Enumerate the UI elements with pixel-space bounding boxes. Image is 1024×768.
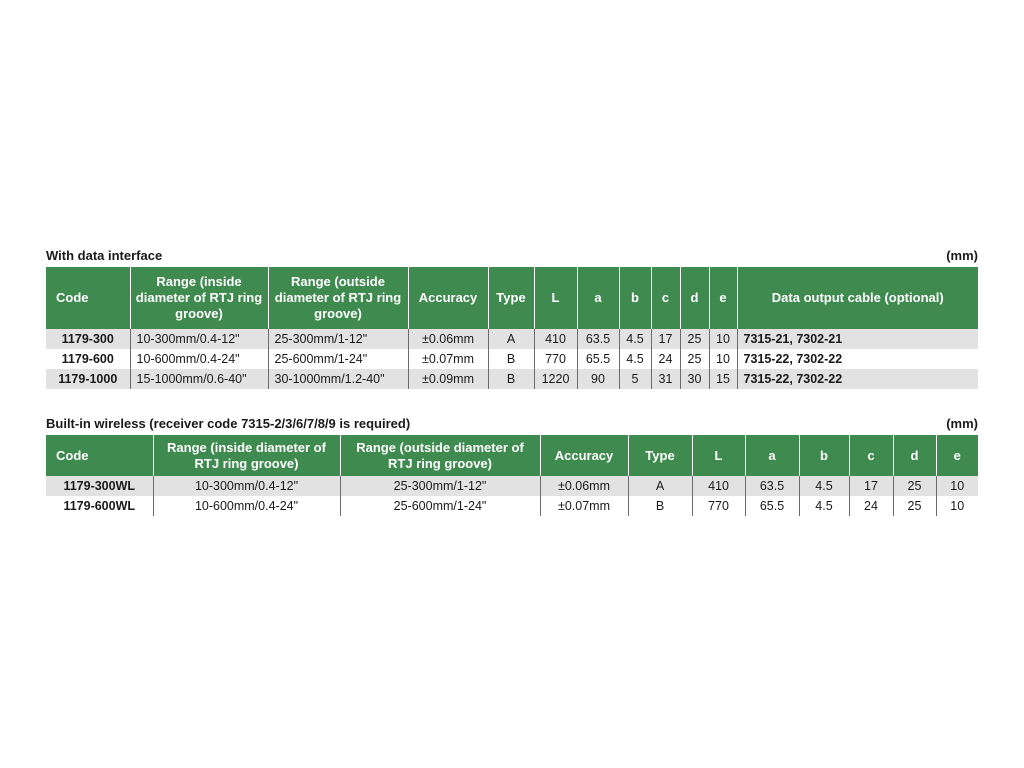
- header-cell: L: [692, 435, 745, 476]
- table-cell: 90: [577, 369, 619, 389]
- header-cell: e: [709, 267, 737, 329]
- table-cell: 17: [849, 476, 893, 496]
- table-cell: 4.5: [799, 476, 849, 496]
- header-cell: d: [680, 267, 709, 329]
- table-cell: 770: [692, 496, 745, 516]
- header-cell: d: [893, 435, 936, 476]
- table-cell: 7315-21, 7302-21: [737, 329, 978, 349]
- table-cell: 15-1000mm/0.6-40": [130, 369, 268, 389]
- header-cell: c: [849, 435, 893, 476]
- table-cell: 7315-22, 7302-22: [737, 369, 978, 389]
- header-cell: Code: [46, 435, 153, 476]
- table-cell: 65.5: [577, 349, 619, 369]
- table-cell: ±0.07mm: [408, 349, 488, 369]
- table-cell: 25-600mm/1-24": [268, 349, 408, 369]
- table-cell: B: [488, 349, 534, 369]
- code-cell: 1179-600: [46, 349, 130, 369]
- table-cell: 410: [534, 329, 577, 349]
- header-cell: b: [619, 267, 651, 329]
- table-cell: 4.5: [619, 329, 651, 349]
- header-cell: e: [936, 435, 978, 476]
- table-cell: 410: [692, 476, 745, 496]
- table-cell: 25-300mm/1-12": [340, 476, 540, 496]
- header-cell: L: [534, 267, 577, 329]
- header-cell: c: [651, 267, 680, 329]
- table-cell: A: [628, 476, 692, 496]
- data-interface-section: [46, 248, 978, 389]
- table-cell: 5: [619, 369, 651, 389]
- code-cell: 1179-300: [46, 329, 130, 349]
- section-title: Built-in wireless (receiver code 7315-2/3/6/7/8/9 is required): [46, 416, 411, 431]
- table-cell: 1220: [534, 369, 577, 389]
- table-cell: 10: [936, 496, 978, 516]
- table-cell: 25-300mm/1-12": [268, 329, 408, 349]
- unit-label: (mm): [946, 416, 978, 431]
- table-cell: 25-600mm/1-24": [340, 496, 540, 516]
- header-cell: Type: [628, 435, 692, 476]
- data-interface-table: [46, 267, 978, 389]
- table-cell: 63.5: [745, 476, 799, 496]
- header-cell: Range (outside diameter of RTJ ring groove): [268, 267, 408, 329]
- table-cell: 10-300mm/0.4-12": [153, 476, 340, 496]
- table-cell: 25: [893, 476, 936, 496]
- table-row: [46, 369, 978, 389]
- header-cell: Range (inside diameter of RTJ ring groove): [130, 267, 268, 329]
- table-cell: 10-300mm/0.4-12": [130, 329, 268, 349]
- table-cell: 4.5: [799, 496, 849, 516]
- table-cell: 63.5: [577, 329, 619, 349]
- header-cell: a: [745, 435, 799, 476]
- table-row: [46, 496, 978, 516]
- header-cell: a: [577, 267, 619, 329]
- header-cell: Range (inside diameter of RTJ ring groove): [153, 435, 340, 476]
- table-cell: ±0.07mm: [540, 496, 628, 516]
- table-cell: B: [628, 496, 692, 516]
- table-cell: 17: [651, 329, 680, 349]
- wireless-section: [46, 416, 978, 516]
- header-cell: Accuracy: [540, 435, 628, 476]
- table-cell: 4.5: [619, 349, 651, 369]
- table-cell: ±0.06mm: [408, 329, 488, 349]
- code-cell: 1179-600WL: [46, 496, 153, 516]
- table-cell: 15: [709, 369, 737, 389]
- table-cell: 7315-22, 7302-22: [737, 349, 978, 369]
- table-cell: ±0.09mm: [408, 369, 488, 389]
- header-cell: Data output cable (optional): [737, 267, 978, 329]
- table-cell: 25: [680, 329, 709, 349]
- header-cell: Range (outside diameter of RTJ ring groove): [340, 435, 540, 476]
- table-cell: 10-600mm/0.4-24": [153, 496, 340, 516]
- table-cell: 30: [680, 369, 709, 389]
- header-cell: Accuracy: [408, 267, 488, 329]
- header-row: [46, 267, 978, 329]
- table-row: [46, 349, 978, 369]
- header-cell: Code: [46, 267, 130, 329]
- code-cell: 1179-1000: [46, 369, 130, 389]
- table-cell: 10: [709, 329, 737, 349]
- table-cell: 24: [849, 496, 893, 516]
- table-cell: A: [488, 329, 534, 349]
- table-cell: 24: [651, 349, 680, 369]
- table-cell: 10-600mm/0.4-24": [130, 349, 268, 369]
- section-title: With data interface: [46, 248, 163, 263]
- table-cell: 30-1000mm/1.2-40": [268, 369, 408, 389]
- table-cell: 25: [680, 349, 709, 369]
- header-cell: Type: [488, 267, 534, 329]
- header-cell: b: [799, 435, 849, 476]
- table-row: [46, 476, 978, 496]
- section-header: [46, 416, 978, 432]
- table-cell: 25: [893, 496, 936, 516]
- table-cell: 770: [534, 349, 577, 369]
- wireless-table: [46, 435, 978, 516]
- table-cell: 31: [651, 369, 680, 389]
- header-row: [46, 435, 978, 476]
- table-cell: 10: [936, 476, 978, 496]
- table-cell: 65.5: [745, 496, 799, 516]
- table-cell: B: [488, 369, 534, 389]
- unit-label: (mm): [946, 248, 978, 263]
- table-cell: 10: [709, 349, 737, 369]
- table-row: [46, 329, 978, 349]
- table-cell: ±0.06mm: [540, 476, 628, 496]
- section-header: [46, 248, 978, 264]
- code-cell: 1179-300WL: [46, 476, 153, 496]
